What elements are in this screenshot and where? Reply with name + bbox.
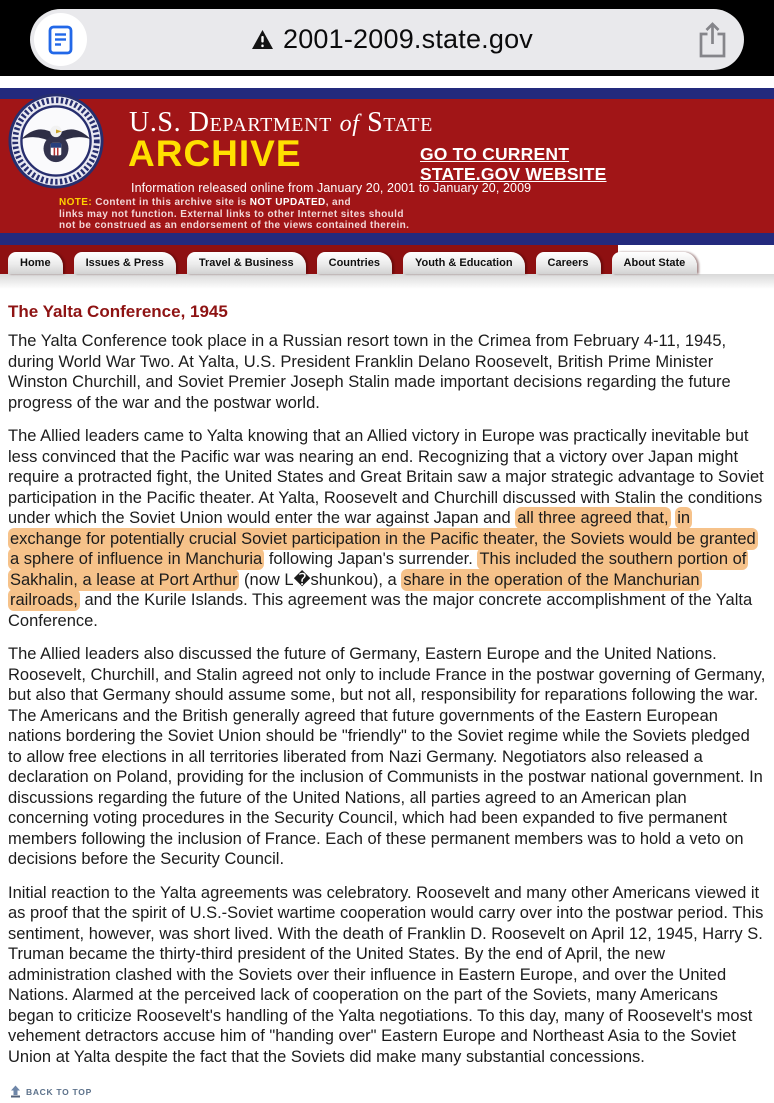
back-to-top-arrow-icon (9, 1085, 22, 1098)
highlight-segment: in exchange for potentially crucial Soviet participation in the Pacific theater, the Soviets would be granted a sphere of influence in Manchuria (10, 509, 756, 568)
url-text: 2001-2009.state.gov (283, 24, 533, 54)
paragraph-2 (8, 426, 766, 631)
text-segment: The Allied leaders came to Yalta knowing that an Allied victory in Europe was practically inevitable but less convinced that the Pacific war was nearing an end. Recognizing that a victory over Japan might require a protracted fight, the United States and Great Britain saw a major strategic advantage to Soviet participation in the Pacific theater. At Yalta, Roosevelt and Churchill discussed with Stalin the conditions under which the Soviet Union would enter the war against Japan and (8, 427, 764, 527)
content-top-fade (0, 274, 774, 289)
department-name: U.S. Department of State (129, 107, 433, 138)
browser-chrome (0, 0, 774, 88)
nav-tab-strip (0, 245, 686, 274)
primary-navigation (0, 245, 774, 274)
archive-note: NOTE: Content in this archive site is NOT UPDATED, and links may not function. External links to other Internet sites should not be construed as an endorsement of the views contained therein. (59, 197, 410, 231)
share-icon (697, 21, 728, 59)
text-segment: following Japan's surrender. (264, 550, 478, 568)
highlight-segment: This included the southern portion of Sakhalin, a lease at Port Arthur (10, 550, 747, 589)
header-navy-stripe-bottom (0, 233, 774, 245)
page-title: The Yalta Conference, 1945 (8, 302, 228, 321)
paragraph-3: The Allied leaders also discussed the future of Germany, Eastern Europe and the United Nations. Roosevelt, Churchill, and Stalin agreed not only to include France in the postwar governing of Germany, but also that Germany should assume some, but not all, responsibility for reparations following the war. The Americans and the British generally agreed that future governments of the Eastern European nations bordering the Soviet Union should be "friendly" to the Soviet regime while the Soviets pledged to allow free elections in all territories liberated from Nazi Germany. Negotiators also released a declaration on Poland, providing for the inclusion of Communists in the postwar national government. In discussions regarding the future of the United Nations, all parties agreed to an American plan concerning voting procedures in the Security Council, which had been expanded to five permanent members following the inclusion of France. Each of these permanent members was to hold a veto on decisions before the Security Council. (8, 645, 766, 868)
article (0, 289, 774, 1103)
back-to-top-link[interactable]: BACK TO TOP (9, 1085, 92, 1098)
text-segment: and the Kurile Islands. This agreement was the major concrete accomplishment of the Yalta Conference. (8, 591, 753, 630)
address-bar[interactable] (30, 9, 744, 70)
tab-countries[interactable]: Countries (317, 252, 392, 274)
highlight-segment: all three agreed that, (517, 509, 669, 527)
not-secure-warning-icon (251, 29, 274, 50)
archive-date-range: Information released online from January 20, 2001 to January 20, 2009 (131, 181, 532, 195)
highlight-segment: share in the operation of the Manchurian railroads, (10, 570, 700, 609)
tab-youth-education[interactable]: Youth & Education (403, 252, 525, 274)
archive-wordmark: ARCHIVE (128, 133, 302, 174)
reader-document-icon (48, 25, 73, 55)
paragraph-1: The Yalta Conference took place in a Russian resort town in the Crimea from February 4-11, 1945, during World War Two. At Yalta, U.S. President Franklin Delano Roosevelt, British Prime Minister Winston Churchill, and Soviet Premier Joseph Stalin made important decisions regarding the future progress of the war and the postwar world. (8, 332, 731, 412)
tab-travel-business[interactable]: Travel & Business (187, 252, 306, 274)
tab-issues-press[interactable]: Issues & Press (74, 252, 176, 274)
state-department-seal (8, 93, 104, 189)
text-segment: (now L�shunkou), a (239, 570, 402, 589)
url-field (87, 24, 697, 55)
note-label: NOTE: (59, 197, 93, 208)
tab-home[interactable]: Home (8, 252, 63, 274)
paragraph-4: Initial reaction to the Yalta agreements was celebratory. Roosevelt and many other Americans viewed it as proof that the spirit of U.S.-Soviet wartime cooperation would carry over into the postwar period. This sentiment, however, was short lived. With the death of Franklin D. Roosevelt on April 12, 1945, Harry S. Truman became the thirty-third president of the United States. By the end of April, the new administration clashed with the Soviets over their influence in Eastern Europe, and over the United Nations. Alarmed at the perceived lack of cooperation on the part of the Soviets, many Americans began to criticize Roosevelt's handling of the Yalta negotiations. To this day, many of Roosevelt's most vehement detractors accuse him of "handing over" Eastern Europe and Northeast Asia to the Soviet Union at Yalta despite the fact that the Soviets did make many substantial concessions. (8, 883, 764, 1066)
department-header-banner (0, 99, 774, 233)
tab-about-state[interactable]: About State (612, 252, 698, 274)
share-button[interactable] (697, 21, 728, 59)
reader-mode-button[interactable] (34, 13, 87, 66)
header-navy-stripe-top (0, 88, 774, 99)
tab-careers[interactable]: Careers (536, 252, 601, 274)
goto-current-stategov-link[interactable]: GO TO CURRENT STATE.GOV WEBSITE (420, 144, 607, 184)
